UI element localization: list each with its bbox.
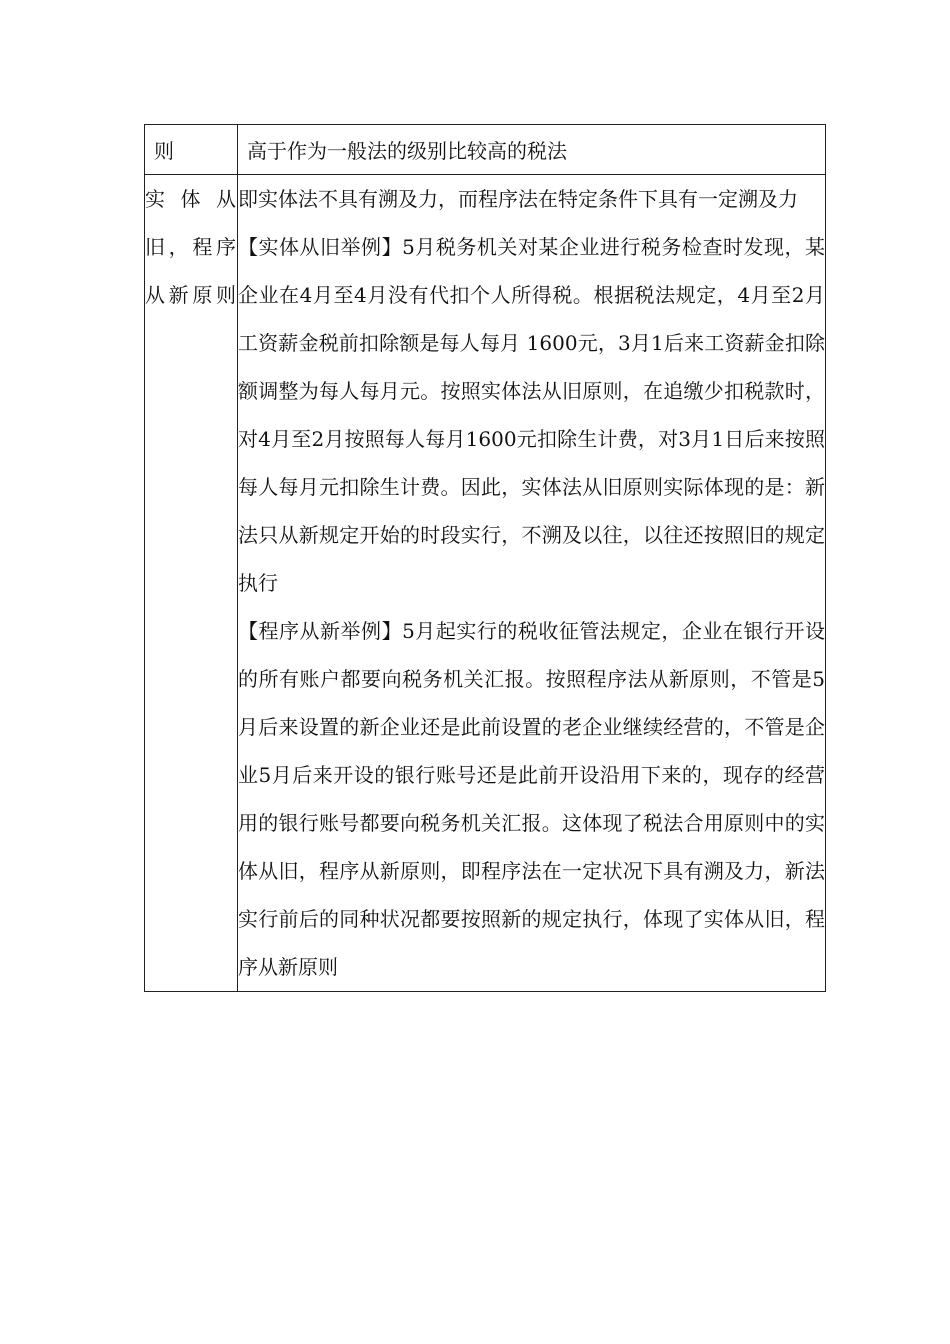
row-label: 实体从旧，程序从新原则 <box>145 175 238 992</box>
row-content <box>238 175 826 992</box>
definition-paragraph: 即实体法不具有溯及力，而程序法在特定条件下具有一定溯及力 <box>238 187 798 211</box>
table-row <box>145 175 826 992</box>
table-row <box>145 125 826 175</box>
row-content: 高于作为一般法的级别比较高的税法 <box>238 125 826 175</box>
substantive-example-paragraph: 【实体从旧举例】5月税务机关对某企业进行税务检查时发现，某企业在4月至4月没有代扣个人所得税。根据税法规定，4月至2月工资薪金税前扣除额是每人每月 1600元，3月1后来工资薪金扣除额调整为每人每月元。按照实体法从旧原则，在追缴少扣税款时，对4月至2月按照每人每月1600元扣除生计费，对3月1日后来按照每人每月元扣除生计费。因此，实体法从旧原则实际体现的是：新法只从新规定开始的时段实行，不溯及以往，以往还按照旧的规定执行 <box>238 235 825 595</box>
procedural-example-paragraph: 【程序从新举例】5月起实行的税收征管法规定，企业在银行开设的所有账户都要向税务机关汇报。按照程序法从新原则，不管是5月后来设置的新企业还是此前设置的老企业继续经营的，不管是企业5月后来开设的银行账号还是此前开设沿用下来的，现存的经营用的银行账号都要向税务机关汇报。这体现了税法合用原则中的实体从旧，程序从新原则，即程序法在一定状况下具有溯及力，新法实行前后的同种状况都要按照新的规定执行，体现了实体从旧，程序从新原则 <box>238 619 825 979</box>
principles-table <box>144 124 826 992</box>
row-label: 则 <box>145 125 238 175</box>
